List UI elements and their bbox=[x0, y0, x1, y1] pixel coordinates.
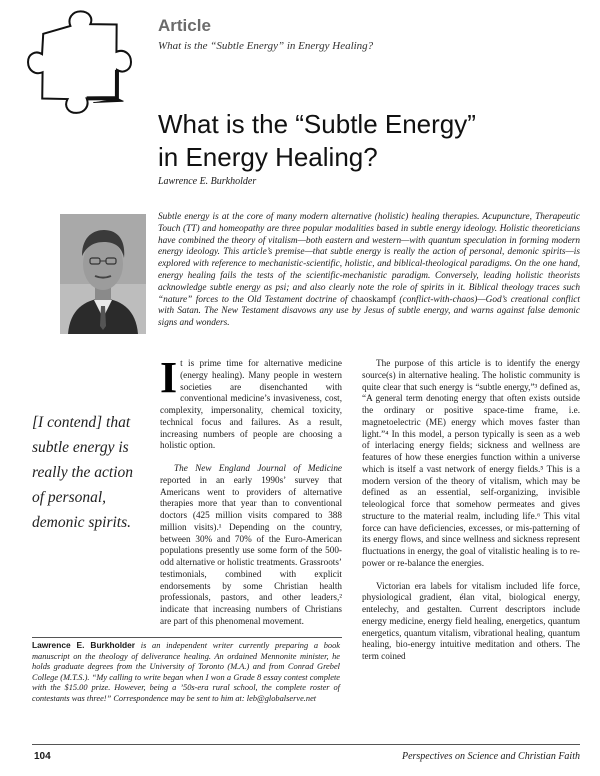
article-title-line1: What is the “Subtle Energy” bbox=[158, 109, 476, 139]
page-number: 104 bbox=[34, 751, 51, 762]
article-title bbox=[158, 108, 578, 174]
author-photo bbox=[60, 214, 146, 334]
author-byline: Lawrence E. Burkholder bbox=[158, 176, 257, 187]
article-title-line2: in Energy Healing? bbox=[158, 142, 378, 172]
pull-quote: [I contend] that subtle energy is really the action of personal, demonic spirits. bbox=[32, 414, 134, 531]
puzzle-piece-graphic bbox=[18, 10, 156, 120]
article-abstract: Subtle energy is at the core of many modern alternative (holistic) healing therapies. Acupuncture, Therapeutic Touch (TT) and homeopathy are three popular modalities based in subtle energy ideology. Holistic theoreticians have combined the theory of vitalism—both eastern and western—with quantum speculation in forming modern energy ideology. This article’s premise—that subtle energy is really the action of personal, demonic spirits—is explored with reference to mechanistic-scientific, holistic, and biblical-theological paradigms. On the one hand, energy healing fails the tests of the scientific-mechanistic paradigm. Conversely, leading holistic theorists acknowledge subtle energy as psi; and also clearly note the role of spirits in it. Biblical theology traces such “nature” forces to the Old Testament doctrine of chaoskampf (conflict-with-chaos)—God’s creational conflict with Satan. The New Testament disavows any use by Jesus of subtle energy, and warns against false demonic signs and wonders. bbox=[158, 212, 580, 329]
journal-name: Perspectives on Science and Christian Faith bbox=[401, 751, 580, 762]
body-column-2 bbox=[362, 358, 580, 674]
footer-divider bbox=[32, 744, 580, 745]
body-column-1 bbox=[160, 353, 342, 639]
author-bio: Lawrence E. Burkholder is an independent writer currently preparing a book manuscript on the theology of deliverance healing. An ordained Mennonite minister, he holds graduate degrees from the University of Toronto (M.A.) and from Conrad Grebel College (M.T.S.). “My calling to write began when I won a Grade 8 essay contest complete with the $15.00 prize. However, being a ’50s-era rural school, the complete roster of contestants was three!” Correspondence may be sent to him at: leb@globalserve.net bbox=[32, 640, 341, 703]
drop-cap: I bbox=[160, 353, 178, 402]
paragraph: It is prime time for alternative medicine (energy healing). Many people in western societies are disenchanted with conventional medicine’s invasiveness, cost, complexity, impersonality, chemical toxicity, technical focus and failures. As a result, increasing numbers of people are choosing a holistic option. bbox=[160, 353, 342, 451]
section-label: Article bbox=[158, 16, 211, 35]
bio-divider bbox=[32, 637, 342, 638]
paragraph: Victorian era labels for vitalism included life force, physiological gradient, élan vital, biological energy, entelechy, and gestalten. Current descriptors include energy medicine, energy field healing, energetics, quantum energetics, quantum vitalism, vibrational healing, quantum healing, bio-energy intuitive meditation and others. The term coined bbox=[362, 580, 580, 661]
paragraph: The New England Journal of Medicine reported in an early 1990s’ survey that Americans went to providers of alternative therapies more that year than to conventional doctors (425 million visits compared to 388 million visits).¹ Depending on the country, between 30% and 70% of the Euro-American populations presently use some form of the 500-odd alternative or holistic treatments. Grassroots’ testimonials, combined with explicit endorsements by some Christian health professionals, pastors, and other leaders,² indicate that increasing numbers of Christians are part of this phenomenal movement. bbox=[160, 463, 342, 626]
section-subtitle: What is the “Subtle Energy” in Energy Healing? bbox=[158, 40, 374, 52]
paragraph: The purpose of this article is to identify the energy source(s) in alternative healing. The holistic community is quite clear that such energy is “subtle energy,”³ defined as, “A general term denoting energy that often exists outside the ordinary or positive space-time frame, i.e. magnetoelectric (ME) energy which moves faster than light.”⁴ In this model, a person typically is seen as a web of interlacing energy fields; sickness and wellness are features of how these energies function within a universe which is itself a vast network of energy fields.⁵ This is a modern version of the theory of vitalism, which may be defined as an essential, self-organizing, invisible teleological force that somehow permeates and gives structure to the material realm, including life.⁶ This vital force can have deficiencies, excesses, or mis-patterning of its energy flows, and since wellness and sickness represent fluctuations in energy, the goal of vitalistic healing is to re-power or re-balance the energies. bbox=[362, 358, 580, 568]
